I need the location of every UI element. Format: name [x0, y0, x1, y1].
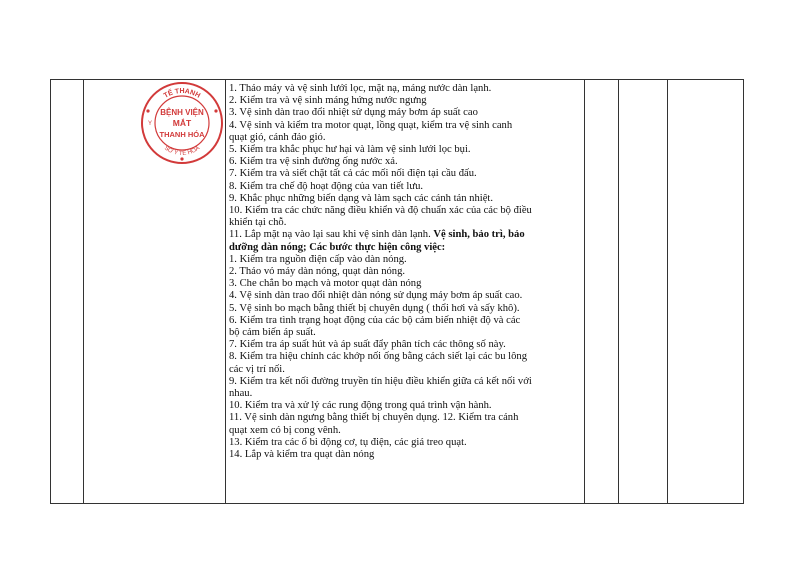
column-divider — [667, 80, 668, 503]
text-line: 10. Kiểm tra các chức năng điều khiển và độ chuẩn xác của các bộ điều — [229, 205, 532, 217]
column-divider — [83, 80, 84, 503]
text-line: nhau. — [229, 388, 253, 400]
text-line: 7. Kiểm tra áp suất hút và áp suất đẩy phân tích các thông số này. — [229, 339, 506, 351]
text-line: 5. Vệ sinh bo mạch bằng thiết bị chuyên dụng ( thổi hơi và sấy khô). — [229, 302, 520, 314]
column-divider — [225, 80, 226, 503]
text-line: bộ cảm biến áp suất. — [229, 327, 316, 339]
stamp-line-2: MẮT — [172, 118, 192, 128]
text-line: 9. Khắc phục những biến dạng và làm sạch các cánh tản nhiệt. — [229, 192, 494, 204]
text-line — [229, 229, 581, 241]
text-line: 13. Kiểm tra các ổ bi động cơ, tụ điện, các giá treo quạt. — [229, 436, 467, 448]
stamp-top-arc-text: TẾ THANH — [162, 88, 202, 100]
stamp-bottom-arc-text: SỞ Y TẾ HÓA — [162, 145, 202, 158]
text-line: 2. Tháo vỏ máy dàn nóng, quạt dàn nóng. — [229, 266, 406, 278]
text-line: các vị trí nối. — [229, 363, 285, 375]
text-line: 8. Kiểm tra chế độ hoạt động của van tiết lưu. — [229, 180, 424, 192]
text-line: 7. Kiểm tra và siết chặt tất cả các mối nối điện tại cầu đấu. — [229, 168, 477, 180]
text-line: 4. Vệ sinh dàn trao đổi nhiệt dàn nóng sử dụng máy bơm áp suất cao. — [229, 290, 523, 302]
text-line: 6. Kiểm tra vệ sinh đường ống nước xả. — [229, 156, 398, 168]
text-line: 6. Kiểm tra tình trạng hoạt động của các bộ cảm biến nhiệt độ và các — [229, 314, 521, 326]
column-divider — [618, 80, 619, 503]
stamp-line-1: BỆNH VIỆN — [160, 108, 204, 117]
svg-text:SỞ Y TẾ HÓA — [163, 145, 201, 157]
text-line: 3. Che chắn bo mạch và motor quạt dàn nóng — [229, 278, 422, 290]
maintenance-steps-text — [229, 83, 581, 461]
text-line: 5. Kiểm tra khắc phục hư hại và làm vệ sinh lưới lọc bụi. — [229, 144, 471, 156]
svg-text:TẾ THANH — [163, 87, 201, 100]
hospital-seal-stamp — [140, 81, 224, 165]
text-line: 8. Kiểm tra hiệu chỉnh các khớp nối ống bằng cách siết lại các bu lông — [229, 351, 528, 363]
column-divider — [584, 80, 585, 503]
text-line: 11. Vệ sinh dàn ngưng bằng thiết bị chuyên dụng. 12. Kiểm tra cánh — [229, 412, 519, 424]
text-line: khiển tại chỗ. — [229, 217, 287, 229]
section-heading-start: Vệ sinh, bảo trì, bảo — [433, 229, 525, 241]
text-line: 10. Kiểm tra và xử lý các rung động trong quá trình vận hành. — [229, 400, 492, 412]
text-line: 3. Vệ sinh dàn trao đổi nhiệt sử dụng máy bơm áp suất cao — [229, 107, 478, 119]
text-line: 4. Vệ sinh và kiểm tra motor quạt, lồng quạt, kiểm tra vệ sinh canh — [229, 119, 513, 131]
line-11-text: 11. Lắp mặt nạ vào lại sau khi vệ sinh dàn lạnh. — [229, 229, 434, 241]
text-line: 9. Kiểm tra kết nối đường truyền tín hiệu điều khiển giữa cá kết nối với — [229, 375, 532, 387]
text-line: quạt xem có bị cong vênh. — [229, 424, 341, 436]
stamp-left-text: Y — [148, 121, 153, 127]
text-line — [229, 242, 581, 254]
text-line: quạt gió, cánh đảo gió. — [229, 131, 326, 143]
stamp-line-3: THANH HÓA — [159, 130, 205, 139]
section-heading-end: dưỡng dàn nóng; Các bước thực hiện công việc: — [229, 241, 446, 253]
text-line: 2. Kiểm tra và vệ sinh máng hứng nước ngưng — [229, 95, 427, 107]
text-line: 1. Tháo máy và vệ sinh lưới lọc, mặt nạ, máng nước dàn lạnh. — [229, 83, 492, 94]
text-line: 14. Lắp và kiểm tra quạt dàn nóng — [229, 449, 375, 461]
text-line: 1. Kiểm tra nguồn điện cấp vào dàn nóng. — [229, 253, 407, 265]
